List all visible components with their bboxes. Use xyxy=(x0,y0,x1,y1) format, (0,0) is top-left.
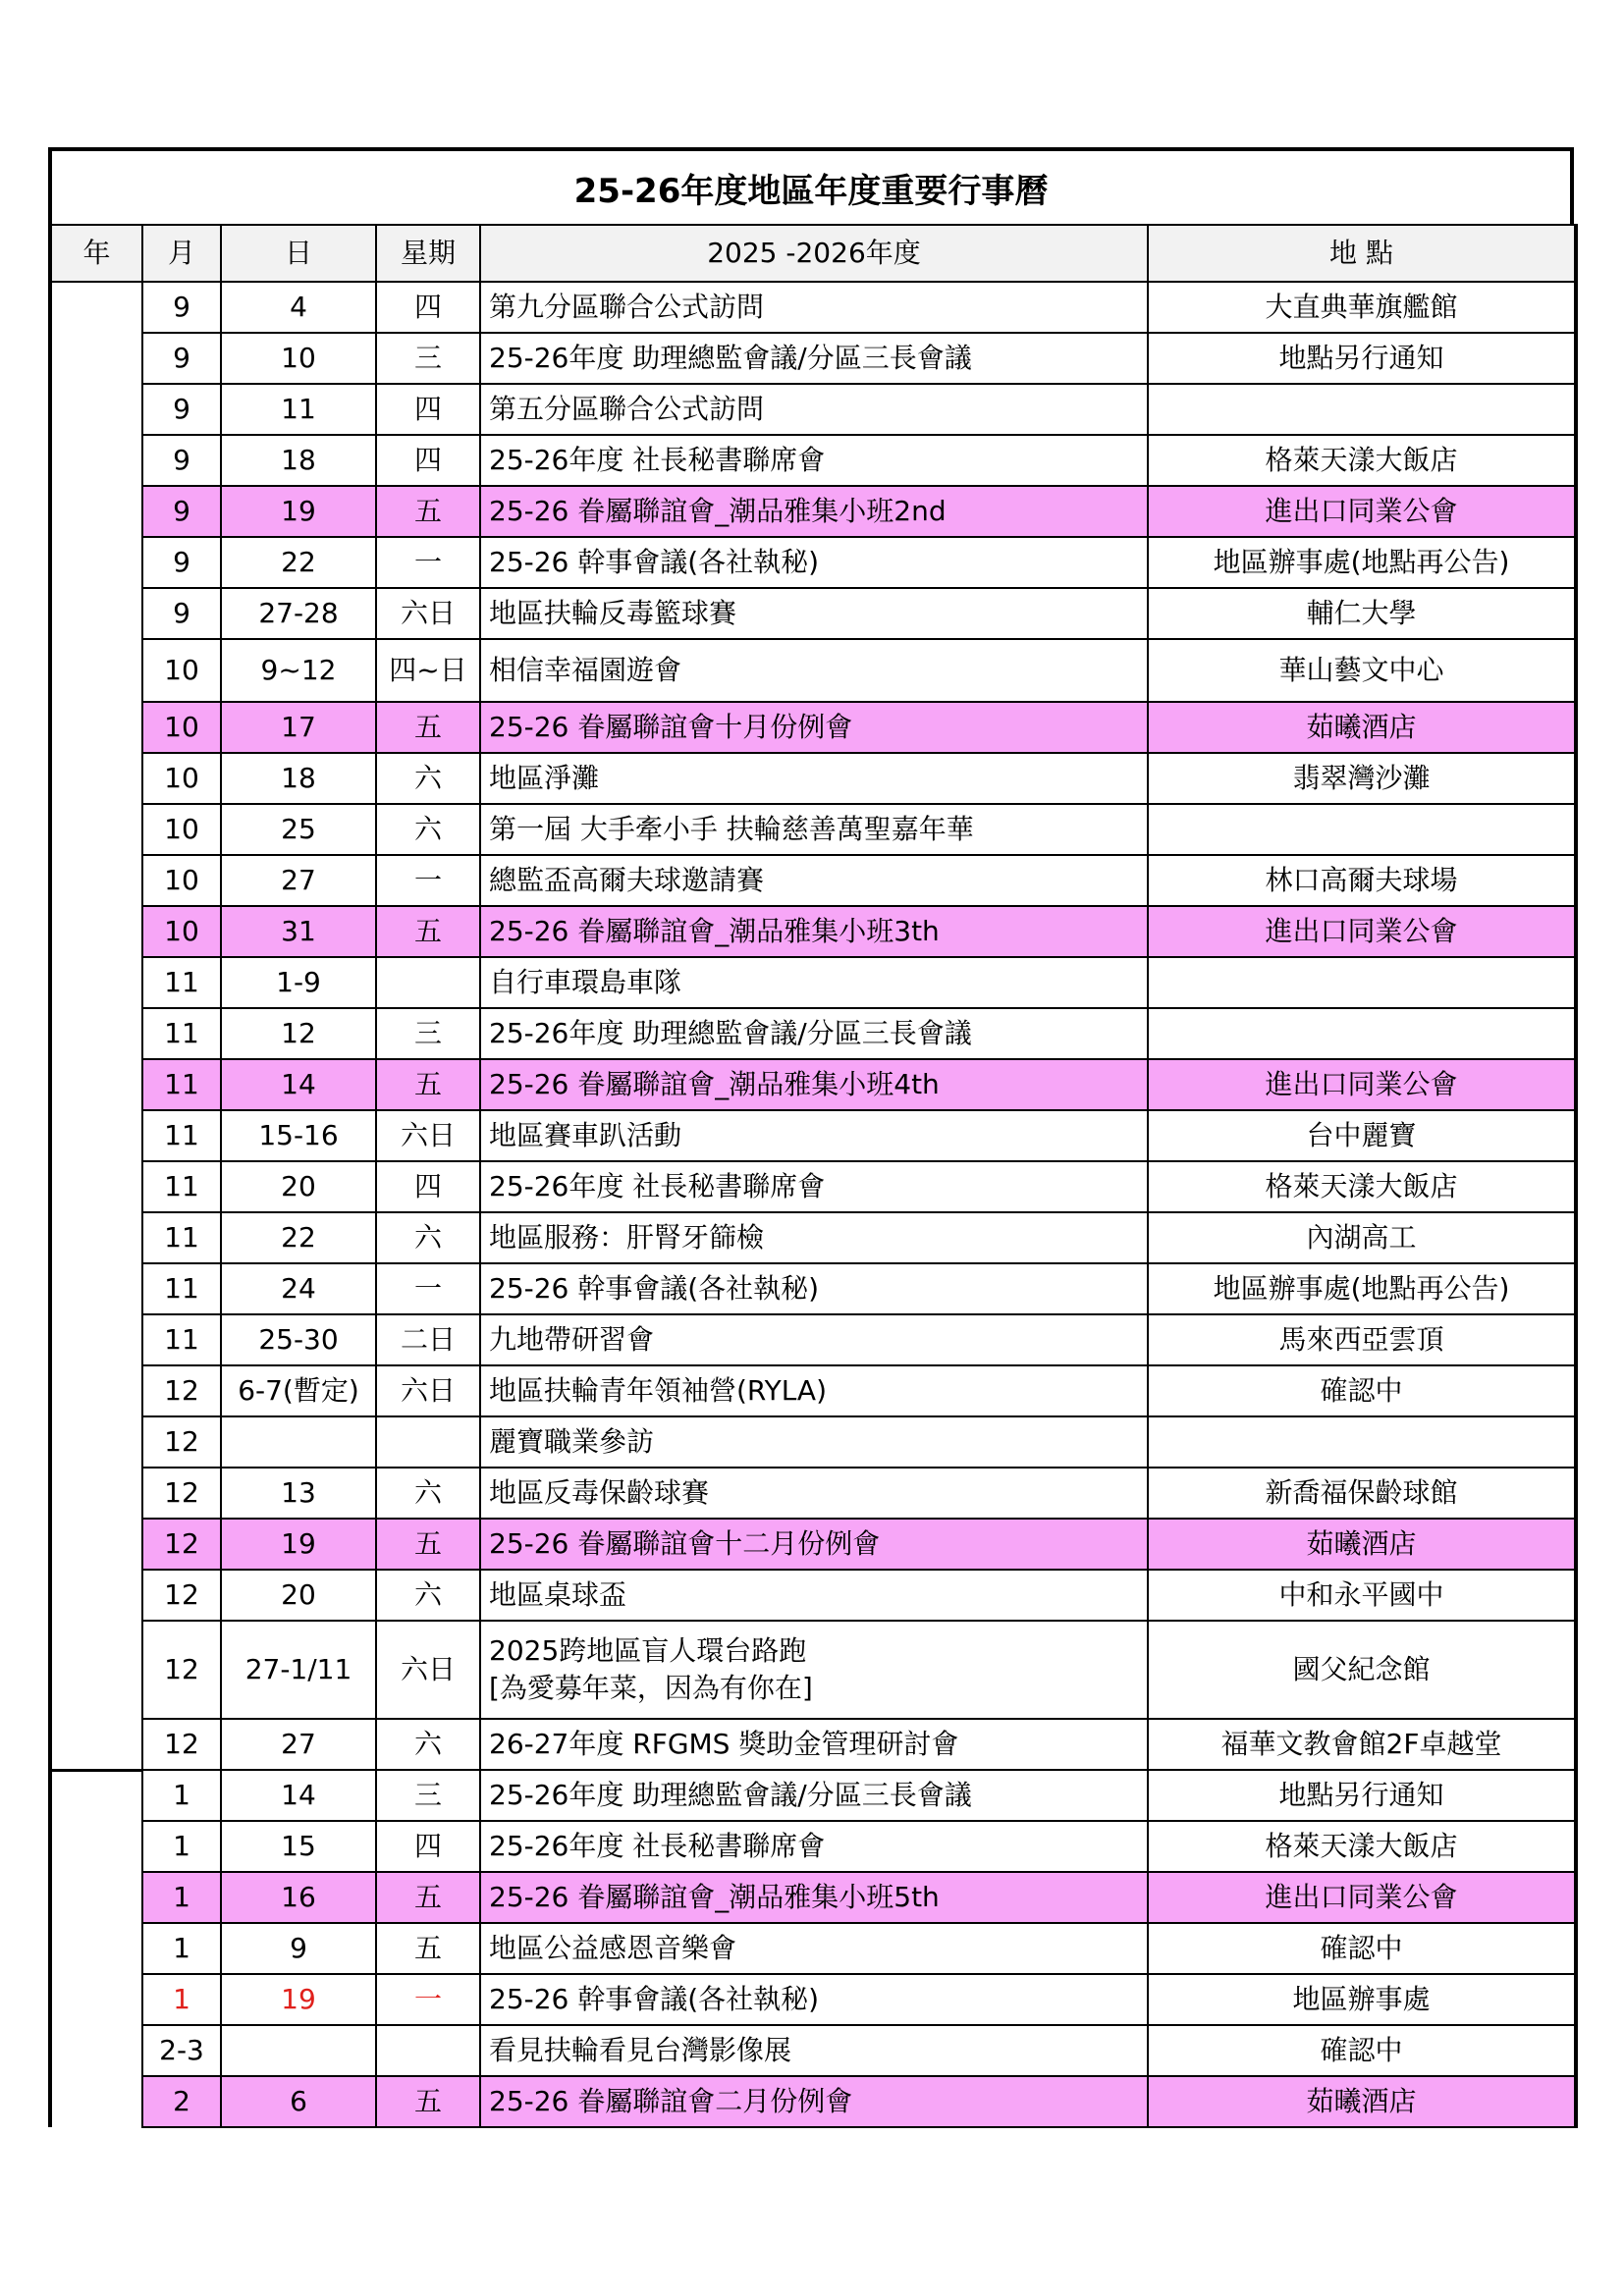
day-cell: 12 xyxy=(221,1008,376,1059)
month-cell: 11 xyxy=(142,1110,221,1161)
month-cell: 9 xyxy=(142,537,221,588)
year-cell xyxy=(50,1314,142,1365)
table-row xyxy=(50,1212,1576,1263)
event-cell: 25-26 眷屬聯誼會二月份例會 xyxy=(480,2076,1148,2127)
location-cell: 進出口同業公會 xyxy=(1148,1872,1576,1923)
month-cell: 11 xyxy=(142,1212,221,1263)
weekday-cell: 一 xyxy=(376,537,480,588)
year-cell xyxy=(50,1365,142,1416)
year-cell xyxy=(50,1416,142,1468)
event-cell: 25-26年度 社長秘書聯席會 xyxy=(480,435,1148,486)
weekday-cell: 六日 xyxy=(376,588,480,639)
event-cell: 總監盃高爾夫球邀請賽 xyxy=(480,855,1148,906)
month-cell: 12 xyxy=(142,1570,221,1621)
location-cell: 地點另行通知 xyxy=(1148,333,1576,384)
day-cell: 14 xyxy=(221,1059,376,1110)
event-cell xyxy=(480,1621,1148,1719)
header-event: 2025 -2026年度 xyxy=(480,225,1148,282)
weekday-cell: 三 xyxy=(376,1770,480,1821)
day-cell: 27-28 xyxy=(221,588,376,639)
year-cell xyxy=(50,1212,142,1263)
month-cell: 12 xyxy=(142,1416,221,1468)
day-cell: 19 xyxy=(221,486,376,537)
month-cell: 1 xyxy=(142,1923,221,1974)
year-cell xyxy=(50,1008,142,1059)
year-cell xyxy=(50,588,142,639)
year-cell xyxy=(50,1719,142,1770)
event-cell: 地區服務：肝腎牙篩檢 xyxy=(480,1212,1148,1263)
weekday-cell: 三 xyxy=(376,1008,480,1059)
event-cell: 25-26年度 助理總監會議/分區三長會議 xyxy=(480,333,1148,384)
year-cell xyxy=(50,1872,142,1923)
weekday-cell: 四 xyxy=(376,1161,480,1212)
event-cell: 26-27年度 RFGMS 獎助金管理研討會 xyxy=(480,1719,1148,1770)
month-cell: 11 xyxy=(142,1263,221,1314)
weekday-cell: 五 xyxy=(376,1872,480,1923)
location-cell xyxy=(1148,1416,1576,1468)
day-cell: 20 xyxy=(221,1570,376,1621)
month-cell: 11 xyxy=(142,1059,221,1110)
table-row xyxy=(50,537,1576,588)
header-month: 月 xyxy=(142,225,221,282)
location-cell: 格萊天漾大飯店 xyxy=(1148,1161,1576,1212)
location-cell: 輔仁大學 xyxy=(1148,588,1576,639)
weekday-cell: 五 xyxy=(376,1923,480,1974)
location-cell: 林口高爾夫球場 xyxy=(1148,855,1576,906)
location-cell: 台中麗寶 xyxy=(1148,1110,1576,1161)
weekday-cell: 一 xyxy=(376,1974,480,2025)
table-row xyxy=(50,1161,1576,1212)
schedule-table xyxy=(48,224,1578,2128)
day-cell: 18 xyxy=(221,753,376,804)
weekday-cell: 四~日 xyxy=(376,639,480,702)
day-cell: 6-7(暫定) xyxy=(221,1365,376,1416)
event-cell: 地區扶輪反毒籃球賽 xyxy=(480,588,1148,639)
table-row xyxy=(50,1621,1576,1719)
table-row xyxy=(50,588,1576,639)
year-cell xyxy=(50,282,142,333)
location-cell: 內湖高工 xyxy=(1148,1212,1576,1263)
header-year: 年 xyxy=(50,225,142,282)
event-cell: 25-26年度 助理總監會議/分區三長會議 xyxy=(480,1008,1148,1059)
table-row xyxy=(50,282,1576,333)
table-row xyxy=(50,855,1576,906)
weekday-cell: 四 xyxy=(376,1821,480,1872)
event-cell: 25-26年度 助理總監會議/分區三長會議 xyxy=(480,1770,1148,1821)
event-cell: 第一屆 大手牽小手 扶輪慈善萬聖嘉年華 xyxy=(480,804,1148,855)
month-cell: 1 xyxy=(142,1974,221,2025)
weekday-cell: 四 xyxy=(376,435,480,486)
header-row xyxy=(50,225,1576,282)
weekday-cell: 六日 xyxy=(376,1110,480,1161)
location-cell: 地區辦事處(地點再公告) xyxy=(1148,537,1576,588)
weekday-cell: 一 xyxy=(376,1263,480,1314)
day-cell: 27-1/11 xyxy=(221,1621,376,1719)
year-cell xyxy=(50,486,142,537)
event-cell: 自行車環島車隊 xyxy=(480,957,1148,1008)
year-cell xyxy=(50,753,142,804)
table-row xyxy=(50,1263,1576,1314)
table-row xyxy=(50,1974,1576,2025)
location-cell: 進出口同業公會 xyxy=(1148,1059,1576,1110)
year-cell xyxy=(50,537,142,588)
location-cell: 地區辦事處 xyxy=(1148,1974,1576,2025)
weekday-cell: 六 xyxy=(376,1468,480,1519)
event-cell: 25-26 眷屬聯誼會_潮品雅集小班2nd xyxy=(480,486,1148,537)
event-cell: 25-26 眷屬聯誼會_潮品雅集小班5th xyxy=(480,1872,1148,1923)
weekday-cell: 六 xyxy=(376,1212,480,1263)
month-cell: 1 xyxy=(142,1872,221,1923)
location-cell xyxy=(1148,384,1576,435)
month-cell: 10 xyxy=(142,855,221,906)
event-cell: 地區淨灘 xyxy=(480,753,1148,804)
weekday-cell: 六日 xyxy=(376,1621,480,1719)
location-cell: 茹曦酒店 xyxy=(1148,702,1576,753)
event-cell: 25-26 眷屬聯誼會十月份例會 xyxy=(480,702,1148,753)
month-cell: 2-3 xyxy=(142,2025,221,2076)
event-cell: 麗寶職業參訪 xyxy=(480,1416,1148,1468)
year-cell xyxy=(50,906,142,957)
weekday-cell: 四 xyxy=(376,384,480,435)
day-cell: 18 xyxy=(221,435,376,486)
day-cell: 14 xyxy=(221,1770,376,1821)
month-cell: 9 xyxy=(142,486,221,537)
location-cell: 茹曦酒店 xyxy=(1148,2076,1576,2127)
month-cell: 11 xyxy=(142,1008,221,1059)
event-cell: 25-26 眷屬聯誼會_潮品雅集小班3th xyxy=(480,906,1148,957)
day-cell: 11 xyxy=(221,384,376,435)
weekday-cell: 六 xyxy=(376,1570,480,1621)
month-cell: 12 xyxy=(142,1719,221,1770)
year-cell xyxy=(50,384,142,435)
weekday-cell xyxy=(376,957,480,1008)
table-row xyxy=(50,2076,1576,2127)
location-cell: 地點另行通知 xyxy=(1148,1770,1576,1821)
day-cell: 22 xyxy=(221,1212,376,1263)
event-cell: 地區反毒保齡球賽 xyxy=(480,1468,1148,1519)
weekday-cell: 五 xyxy=(376,906,480,957)
location-cell: 馬來西亞雲頂 xyxy=(1148,1314,1576,1365)
month-cell: 12 xyxy=(142,1519,221,1570)
month-cell: 10 xyxy=(142,639,221,702)
table-row xyxy=(50,435,1576,486)
year-cell xyxy=(50,1519,142,1570)
table-row xyxy=(50,2025,1576,2076)
weekday-cell: 五 xyxy=(376,2076,480,2127)
month-cell: 9 xyxy=(142,588,221,639)
day-cell: 19 xyxy=(221,1519,376,1570)
month-cell: 10 xyxy=(142,753,221,804)
month-cell: 10 xyxy=(142,804,221,855)
day-cell: 27 xyxy=(221,855,376,906)
month-cell: 1 xyxy=(142,1821,221,1872)
header-location: 地 點 xyxy=(1148,225,1576,282)
event-cell: 地區桌球盃 xyxy=(480,1570,1148,1621)
table-row xyxy=(50,1110,1576,1161)
table-row xyxy=(50,333,1576,384)
day-cell: 25-30 xyxy=(221,1314,376,1365)
year-cell xyxy=(50,1263,142,1314)
day-cell xyxy=(221,2025,376,2076)
event-cell: 25-26 幹事會議(各社執秘) xyxy=(480,1974,1148,2025)
location-cell: 確認中 xyxy=(1148,2025,1576,2076)
month-cell: 9 xyxy=(142,333,221,384)
weekday-cell: 五 xyxy=(376,1059,480,1110)
day-cell: 16 xyxy=(221,1872,376,1923)
location-cell: 進出口同業公會 xyxy=(1148,906,1576,957)
location-cell xyxy=(1148,1008,1576,1059)
location-cell: 進出口同業公會 xyxy=(1148,486,1576,537)
table-row xyxy=(50,1365,1576,1416)
location-cell: 福華文教會館2F卓越堂 xyxy=(1148,1719,1576,1770)
table-row xyxy=(50,906,1576,957)
day-cell: 25 xyxy=(221,804,376,855)
weekday-cell: 六 xyxy=(376,804,480,855)
table-row xyxy=(50,1570,1576,1621)
table-row xyxy=(50,804,1576,855)
event-cell: 第九分區聯合公式訪問 xyxy=(480,282,1148,333)
table-row xyxy=(50,753,1576,804)
year-cell xyxy=(50,2025,142,2076)
schedule-body xyxy=(50,282,1576,2127)
event-cell: 25-26 幹事會議(各社執秘) xyxy=(480,1263,1148,1314)
year-cell xyxy=(50,957,142,1008)
year-cell xyxy=(50,855,142,906)
year-cell xyxy=(50,1770,142,1821)
page-title: 25-26年度地區年度重要行事曆 xyxy=(48,147,1574,224)
location-cell: 新喬福保齡球館 xyxy=(1148,1468,1576,1519)
event-cell: 看見扶輪看見台灣影像展 xyxy=(480,2025,1148,2076)
day-cell: 9~12 xyxy=(221,639,376,702)
year-cell xyxy=(50,1468,142,1519)
month-cell: 9 xyxy=(142,384,221,435)
event-cell: 相信幸福園遊會 xyxy=(480,639,1148,702)
event-line: [為愛募年菜，因為有你在] xyxy=(489,1672,813,1704)
month-cell: 1 xyxy=(142,1770,221,1821)
day-cell: 17 xyxy=(221,702,376,753)
year-cell xyxy=(50,333,142,384)
month-cell: 11 xyxy=(142,1161,221,1212)
location-cell xyxy=(1148,804,1576,855)
year-cell xyxy=(50,1621,142,1719)
month-cell: 12 xyxy=(142,1365,221,1416)
location-cell: 茹曦酒店 xyxy=(1148,1519,1576,1570)
location-cell: 地區辦事處(地點再公告) xyxy=(1148,1263,1576,1314)
weekday-cell: 二日 xyxy=(376,1314,480,1365)
month-cell: 12 xyxy=(142,1468,221,1519)
table-row xyxy=(50,1923,1576,1974)
weekday-cell xyxy=(376,2025,480,2076)
year-cell xyxy=(50,2076,142,2127)
event-cell: 地區賽車趴活動 xyxy=(480,1110,1148,1161)
day-cell: 15-16 xyxy=(221,1110,376,1161)
location-cell: 中和永平國中 xyxy=(1148,1570,1576,1621)
header-weekday: 星期 xyxy=(376,225,480,282)
table-row xyxy=(50,1770,1576,1821)
year-cell xyxy=(50,1821,142,1872)
year-cell xyxy=(50,702,142,753)
weekday-cell: 五 xyxy=(376,702,480,753)
day-cell: 13 xyxy=(221,1468,376,1519)
table-row xyxy=(50,1872,1576,1923)
table-row xyxy=(50,1059,1576,1110)
weekday-cell: 五 xyxy=(376,1519,480,1570)
location-cell: 格萊天漾大飯店 xyxy=(1148,1821,1576,1872)
weekday-cell: 三 xyxy=(376,333,480,384)
location-cell: 華山藝文中心 xyxy=(1148,639,1576,702)
day-cell: 24 xyxy=(221,1263,376,1314)
day-cell: 10 xyxy=(221,333,376,384)
location-cell: 大直典華旗艦館 xyxy=(1148,282,1576,333)
weekday-cell: 一 xyxy=(376,855,480,906)
table-row xyxy=(50,1008,1576,1059)
event-cell: 25-26年度 社長秘書聯席會 xyxy=(480,1821,1148,1872)
header-day: 日 xyxy=(221,225,376,282)
event-cell: 25-26 幹事會議(各社執秘) xyxy=(480,537,1148,588)
table-row xyxy=(50,1314,1576,1365)
location-cell: 格萊天漾大飯店 xyxy=(1148,435,1576,486)
year-cell xyxy=(50,804,142,855)
event-cell: 地區公益感恩音樂會 xyxy=(480,1923,1148,1974)
day-cell: 6 xyxy=(221,2076,376,2127)
year-cell xyxy=(50,1570,142,1621)
event-cell: 25-26 眷屬聯誼會十二月份例會 xyxy=(480,1519,1148,1570)
event-cell: 九地帶研習會 xyxy=(480,1314,1148,1365)
year-cell xyxy=(50,639,142,702)
weekday-cell: 六日 xyxy=(376,1365,480,1416)
location-cell xyxy=(1148,957,1576,1008)
month-cell: 12 xyxy=(142,1621,221,1719)
day-cell: 20 xyxy=(221,1161,376,1212)
month-cell: 2 xyxy=(142,2076,221,2127)
weekday-cell xyxy=(376,1416,480,1468)
year-cell xyxy=(50,1923,142,1974)
day-cell: 15 xyxy=(221,1821,376,1872)
table-row xyxy=(50,1519,1576,1570)
month-cell: 10 xyxy=(142,702,221,753)
day-cell: 4 xyxy=(221,282,376,333)
table-row xyxy=(50,384,1576,435)
table-row xyxy=(50,486,1576,537)
day-cell: 31 xyxy=(221,906,376,957)
year-cell xyxy=(50,1110,142,1161)
table-row xyxy=(50,1821,1576,1872)
table-row xyxy=(50,957,1576,1008)
weekday-cell: 四 xyxy=(376,282,480,333)
month-cell: 11 xyxy=(142,957,221,1008)
month-cell: 10 xyxy=(142,906,221,957)
location-cell: 確認中 xyxy=(1148,1365,1576,1416)
year-cell xyxy=(50,1974,142,2025)
weekday-cell: 六 xyxy=(376,1719,480,1770)
event-cell: 第五分區聯合公式訪問 xyxy=(480,384,1148,435)
year-cell xyxy=(50,435,142,486)
table-row xyxy=(50,639,1576,702)
year-cell xyxy=(50,1059,142,1110)
month-cell: 11 xyxy=(142,1314,221,1365)
event-cell: 25-26年度 社長秘書聯席會 xyxy=(480,1161,1148,1212)
table-row xyxy=(50,1468,1576,1519)
weekday-cell: 五 xyxy=(376,486,480,537)
month-cell: 9 xyxy=(142,282,221,333)
weekday-cell: 六 xyxy=(376,753,480,804)
day-cell: 22 xyxy=(221,537,376,588)
day-cell xyxy=(221,1416,376,1468)
day-cell: 1-9 xyxy=(221,957,376,1008)
table-row xyxy=(50,702,1576,753)
month-cell: 9 xyxy=(142,435,221,486)
location-cell: 國父紀念館 xyxy=(1148,1621,1576,1719)
day-cell: 9 xyxy=(221,1923,376,1974)
event-cell: 地區扶輪青年領袖營(RYLA) xyxy=(480,1365,1148,1416)
day-cell: 19 xyxy=(221,1974,376,2025)
year-cell xyxy=(50,1161,142,1212)
schedule-sheet xyxy=(48,147,1574,2128)
day-cell: 27 xyxy=(221,1719,376,1770)
event-cell: 25-26 眷屬聯誼會_潮品雅集小班4th xyxy=(480,1059,1148,1110)
table-row xyxy=(50,1719,1576,1770)
location-cell: 確認中 xyxy=(1148,1923,1576,1974)
location-cell: 翡翠灣沙灘 xyxy=(1148,753,1576,804)
event-line: 2025跨地區盲人環台路跑 xyxy=(489,1634,807,1668)
table-row xyxy=(50,1416,1576,1468)
